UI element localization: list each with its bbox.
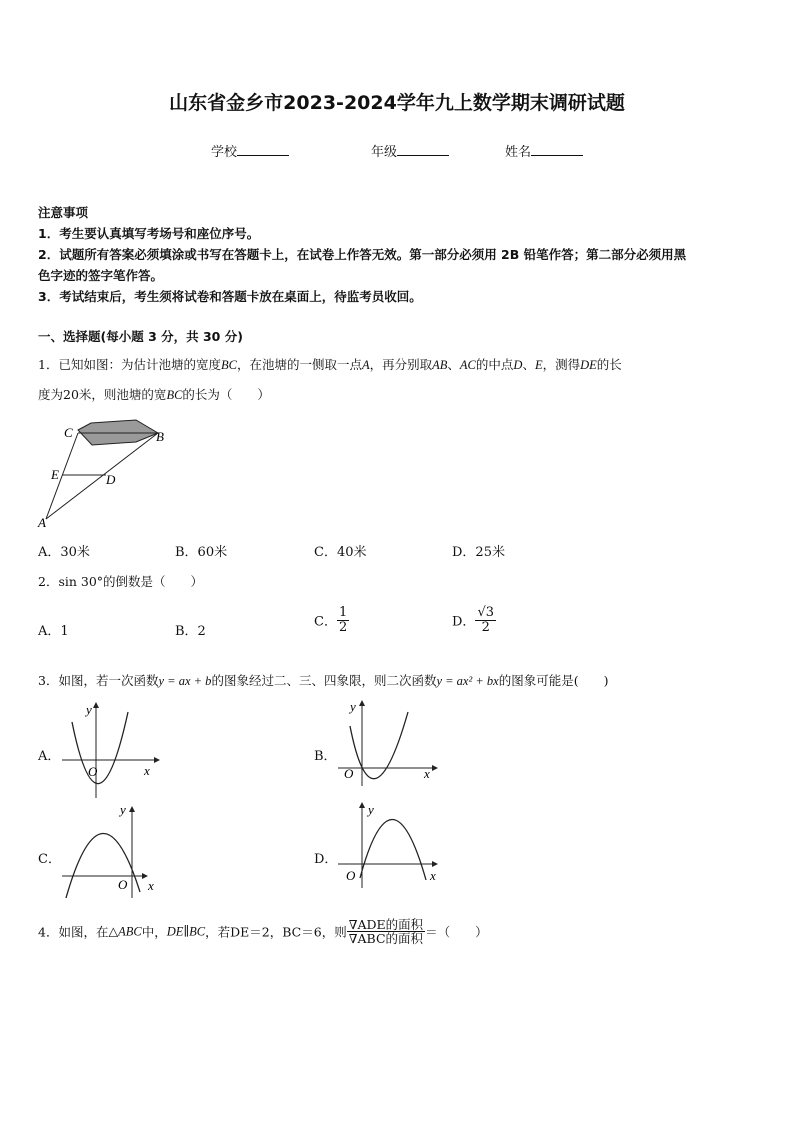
q2-stem: 2．sin 30°的倒数是（ ） [38, 574, 204, 589]
svg-text:O: O [344, 766, 354, 781]
school-label: 学校 [211, 145, 238, 160]
svg-text:x: x [148, 878, 154, 893]
q1-option-c[interactable]: C．40米 [314, 545, 367, 560]
svg-text:y: y [368, 802, 374, 817]
section1-heading: 一、选择题(每小题 3 分，共 30 分) [38, 329, 243, 344]
q1-pond-figure [36, 415, 176, 530]
svg-text:O: O [118, 877, 128, 892]
q3-option-d-graph[interactable] [334, 800, 444, 890]
q2-option-a[interactable]: A．1 [38, 624, 69, 639]
fig-label-e: E [51, 467, 59, 482]
notes-heading: 注意事项 [38, 205, 89, 220]
svg-text:x: x [424, 766, 430, 781]
page-title: 山东省金乡市2023-2024学年九上数学期末调研试题 [169, 92, 625, 114]
name-blank[interactable] [531, 142, 583, 156]
q4-ratio-fraction: $\frac{\text{∇ADE的面积}}{\text{∇ABC的面积}}$ [348, 917, 424, 947]
svg-text:O: O [88, 764, 98, 779]
q3-option-c-label[interactable]: C． [38, 852, 61, 867]
notes-item-2-cont: 色字迹的签字笔作答。 [38, 268, 164, 283]
svg-text:y: y [120, 802, 126, 817]
svg-text:O: O [346, 868, 356, 883]
grade-field[interactable] [371, 141, 449, 160]
name-label: 姓名 [505, 145, 532, 160]
q1-line2: 度为20米，则池塘的宽BC的长为（ ） [38, 387, 270, 402]
grade-blank[interactable] [397, 142, 449, 156]
svg-text:x: x [430, 868, 436, 883]
name-field[interactable] [505, 141, 583, 160]
q3-option-a-label[interactable]: A． [38, 749, 61, 764]
q3-option-b-graph[interactable] [334, 698, 444, 788]
q2-option-c[interactable]: C． $\frac{1}{2}$ [314, 605, 348, 635]
school-blank[interactable] [237, 142, 289, 156]
q3-option-c-graph[interactable] [58, 802, 168, 900]
q4-stem: 4．如图，在△ABC中，DE∥BC，若DE＝2，BC＝6，则 $\frac{\text{∇ADE的面积}}{\text{∇ABC的面积}}$ ＝（ ） [38, 917, 488, 947]
svg-text:y: y [350, 699, 356, 714]
q1-option-d[interactable]: D．25米 [452, 545, 505, 560]
q3-option-d-label[interactable]: D． [314, 852, 338, 867]
q2-option-d[interactable]: D． $\frac{√3}{2}$ [452, 605, 494, 635]
svg-text:y: y [86, 702, 92, 717]
q1-option-b[interactable]: B．60米 [175, 545, 228, 560]
svg-text:x: x [144, 763, 150, 778]
q3-option-a-graph[interactable] [58, 700, 168, 800]
q3-option-b-label[interactable]: B． [314, 749, 337, 764]
notes-item-2: 2．试题所有答案必须填涂或书写在答题卡上，在试卷上作答无效。第一部分必须用 2B 铅笔作答；第二部分必须用黑 [38, 247, 687, 262]
fig-label-c: C [64, 425, 73, 440]
q1-line1: 1．已知如图：为估计池塘的宽度BC，在池塘的一侧取一点A，再分别取AB、AC的中点D、E，测得DE的长 [38, 357, 622, 372]
q1-option-a[interactable]: A．30米 [38, 545, 90, 560]
fig-label-d: D [106, 472, 116, 487]
notes-item-1: 1．考生要认真填写考场号和座位序号。 [38, 226, 260, 241]
school-field[interactable] [211, 141, 289, 160]
fig-label-b: B [156, 429, 164, 444]
grade-label: 年级 [371, 145, 398, 160]
notes-item-3: 3．考试结束后，考生须将试卷和答题卡放在桌面上，待监考员收回。 [38, 289, 422, 304]
q2-option-b[interactable]: B．2 [175, 624, 206, 639]
q3-stem: 3．如图，若一次函数y = ax + b的图象经过二、三、四象限，则二次函数y = ax² + bx的图象可能是( ) [38, 673, 609, 688]
fig-label-a: A [38, 515, 46, 530]
